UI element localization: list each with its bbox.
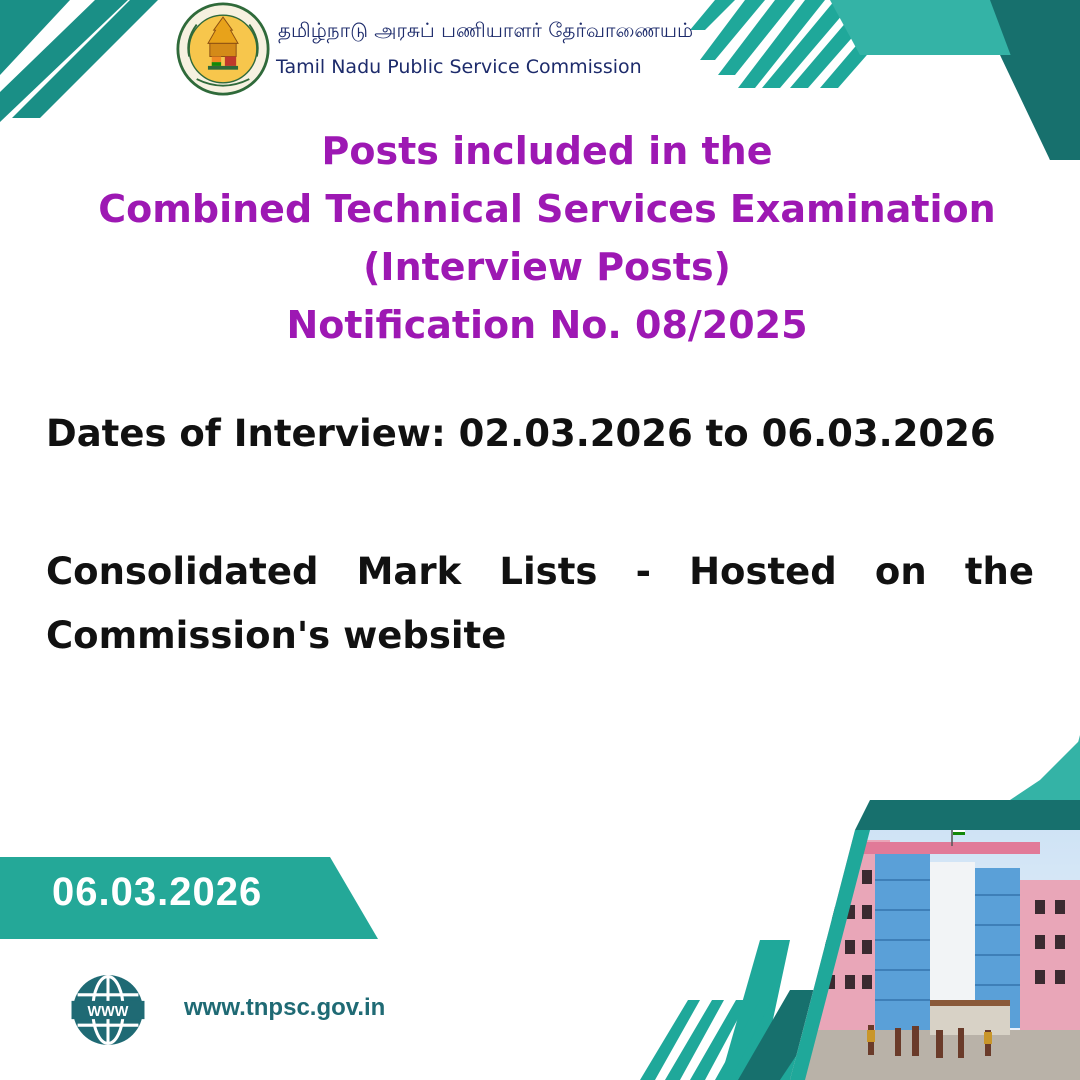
mark-lists-word: -: [635, 550, 651, 593]
mark-lists-word: Hosted: [689, 550, 837, 593]
title-line-2: Combined Technical Services Examination: [98, 187, 996, 231]
www-globe-icon: [70, 972, 146, 1048]
tnpsc-emblem-icon: [176, 2, 270, 96]
title-line-3: (Interview Posts): [363, 245, 731, 289]
notice-title: [40, 122, 1054, 354]
interview-dates: Dates of Interview: 02.03.2026 to 06.03.2026: [46, 412, 996, 455]
website-link[interactable]: www.tnpsc.gov.in: [184, 994, 386, 1021]
top-left-stripes: [0, 0, 158, 122]
mark-lists-line-1: [46, 540, 1034, 604]
mark-lists-word: Mark: [356, 550, 462, 593]
mark-lists-word: on: [874, 550, 927, 593]
org-name-tamil: தமிழ்நாடு அரசுப் பணியாளர் தேர்வாணையம்: [278, 18, 694, 42]
title-line-1: Posts included in the: [321, 129, 773, 173]
mark-lists-word: Consolidated: [46, 550, 319, 593]
mark-lists-word: Lists: [499, 550, 598, 593]
svg-text:WWW: WWW: [87, 1004, 129, 1021]
mark-lists-line-2: Commission's website: [46, 614, 507, 657]
mark-lists-word: the: [964, 550, 1034, 593]
mark-lists-notice: [46, 540, 1034, 668]
org-name-english: Tamil Nadu Public Service Commission: [276, 56, 642, 78]
notice-date: 06.03.2026: [52, 870, 263, 914]
title-line-4: Notification No. 08/2025: [286, 303, 808, 347]
